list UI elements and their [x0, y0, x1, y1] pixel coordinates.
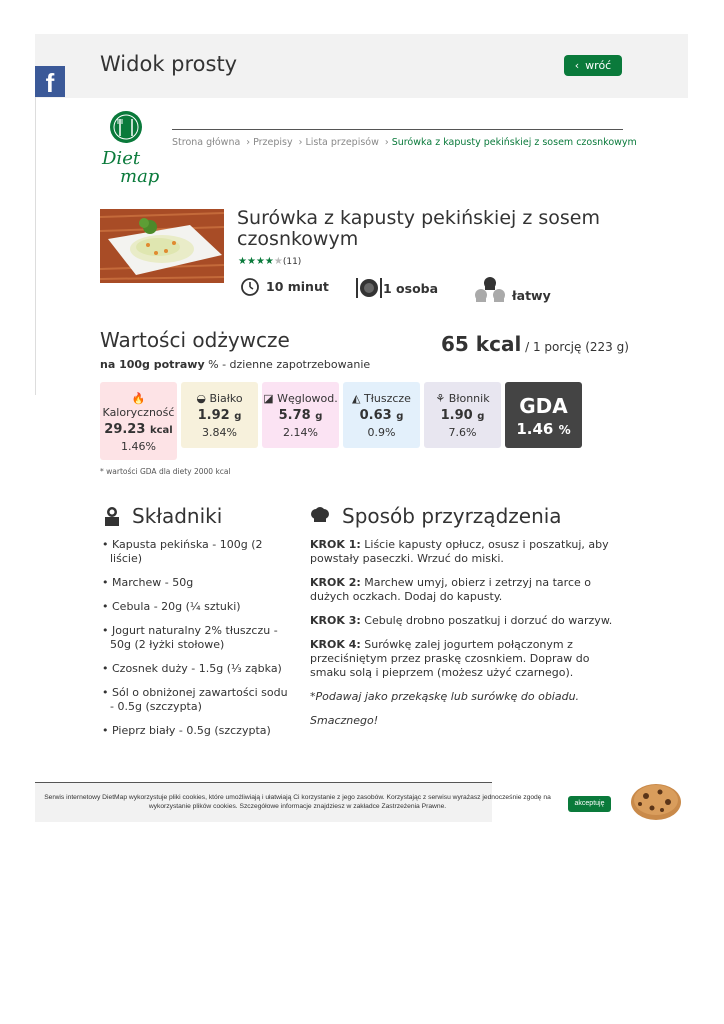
tile-percent: 2.14%: [283, 426, 318, 439]
step: KROK 3: Cebulę drobno poszatkuj i dorzuć do warzyw.: [310, 614, 613, 627]
rating-count: (11): [282, 256, 302, 267]
preparation-steps: [310, 538, 620, 738]
clock-icon: [240, 276, 260, 296]
list-item: • Czosnek duży - 1.5g (⅓ ząbka): [102, 662, 282, 675]
gda-label: GDA: [519, 394, 568, 418]
tile-value: 5.78: [278, 408, 311, 423]
star-empty-icon: ★: [273, 256, 283, 267]
ingredients-heading: Składniki: [132, 504, 223, 528]
list-item: • Marchew - 50g: [102, 576, 194, 589]
svg-text:Diet: Diet: [102, 148, 141, 169]
list-item: • Sól o obniżonej zawartości sodu - 0.5g (szczypta): [102, 686, 288, 713]
tile-unit: g: [234, 411, 242, 422]
star-icon: ★: [255, 256, 265, 267]
servings: [355, 276, 438, 300]
tile-unit: g: [477, 411, 485, 422]
star-icon: ★: [238, 256, 247, 267]
tile-percent: 7.6%: [448, 426, 477, 439]
tile-fat: [343, 382, 420, 448]
bowl-icon: ◒: [196, 392, 206, 405]
kcal-summary: [441, 332, 629, 356]
per100-rest: % - dzienne zapotrzebowanie: [204, 358, 371, 371]
tile-percent: 1.46%: [121, 440, 156, 453]
ingredients-header: [102, 504, 222, 528]
chevron-right-icon: ›: [384, 137, 389, 148]
tile-fiber: [424, 382, 501, 448]
per100-bold: na 100g potrawy: [100, 358, 205, 371]
tile-value: 1.90: [440, 408, 473, 423]
chef-hat-icon: [310, 507, 330, 525]
prep-time: [240, 276, 329, 296]
step: KROK 4: Surówkę zalej jogurtem połączonym z przeciśniętym przez praskę czosnkiem. Dopraw do smaku solą i pieprzem (możesz użyć czarnego).: [310, 638, 590, 679]
serving-tip: *Podawaj jako przekąskę lub surówkę do obiadu.: [310, 690, 580, 703]
drop-icon: ◭: [352, 392, 361, 405]
difficulty-value: łatwy: [512, 287, 551, 303]
divider: [35, 97, 36, 395]
gda-note: * wartości GDA dla diety 2000 kcal: [100, 467, 231, 476]
difficulty: [472, 276, 551, 304]
chef-hats-icon: [472, 276, 508, 304]
prep-time-value: 10 minut: [266, 278, 329, 294]
ingredients-list: [102, 538, 292, 748]
rating[interactable]: [238, 256, 301, 267]
facebook-icon[interactable]: f: [35, 66, 65, 97]
dish-photo: [100, 209, 224, 283]
list-item: • Pieprz biały - 0.5g (szczypta): [102, 724, 271, 737]
kcal-portion: / 1 porcję (223 g): [521, 340, 629, 354]
star-rating[interactable]: [238, 256, 283, 267]
cube-icon: ◪: [263, 392, 274, 405]
tile-label: Tłuszcze: [364, 392, 411, 405]
tile-protein: [181, 382, 258, 448]
tile-label: Węglowod.: [277, 392, 338, 405]
scale-icon: [102, 505, 122, 527]
tile-percent: 3.84%: [202, 426, 237, 439]
step: KROK 1: Liście kapusty opłucz, osusz i poszatkuj, aby powstały paseczki. Wrzuć do miski.: [310, 538, 609, 565]
tile-unit: g: [396, 411, 404, 422]
preparation-header: [310, 504, 562, 528]
tile-value: 0.63: [359, 408, 392, 423]
breadcrumb-divider: [172, 129, 623, 130]
tile-carbs: [262, 382, 339, 448]
tile-value: 1.92: [197, 408, 230, 423]
kcal-value: 65 kcal: [441, 332, 522, 356]
flame-icon: 🔥: [131, 392, 146, 405]
breadcrumb-current[interactable]: Surówka z kapusty pekińskiej z sosem czosnkowym: [391, 137, 637, 148]
breadcrumb-recipe-list[interactable]: Lista przepisów: [305, 137, 379, 148]
cookie-icon: [628, 778, 684, 824]
preparation-heading: Sposób przyrządzenia: [342, 504, 562, 528]
svg-text:map: map: [120, 166, 160, 187]
list-item: • Cebula - 20g (¼ sztuki): [102, 600, 241, 613]
breadcrumb-home[interactable]: Strona główna: [172, 137, 241, 148]
wheat-icon: ⚘: [435, 392, 446, 405]
gda-unit: %: [558, 423, 571, 437]
breadcrumb: [172, 137, 637, 148]
back-label: wróć: [585, 59, 612, 72]
star-icon: ★: [246, 256, 256, 267]
back-button[interactable]: [564, 55, 622, 76]
servings-value: 1 osoba: [383, 280, 439, 296]
breadcrumb-recipes[interactable]: Przepisy: [253, 137, 293, 148]
chevron-right-icon: ›: [298, 137, 303, 148]
list-item: • Jogurt naturalny 2% tłuszczu - 50g (2 łyżki stołowe): [102, 624, 278, 651]
step: KROK 2: Marchew umyj, obierz i zetrzyj na tarce o dużych oczkach. Dodaj do kapusty.: [310, 576, 591, 603]
tile-label: Kaloryczność: [102, 406, 175, 419]
closing-text: Smacznego!: [310, 714, 379, 727]
tile-unit: g: [315, 411, 323, 422]
plate-cutlery-icon: [355, 276, 383, 300]
page-title: Widok prosty: [100, 52, 238, 76]
gda-tile: [505, 382, 582, 448]
tile-percent: 0.9%: [367, 426, 396, 439]
accept-cookies-button[interactable]: akceptuję: [568, 796, 611, 812]
gda-value: 1.46: [516, 420, 554, 438]
per100-note: [100, 358, 370, 371]
tile-unit: kcal: [149, 425, 173, 436]
tile-value: 29.23: [104, 422, 146, 437]
tile-label: Błonnik: [448, 392, 490, 405]
recipe-title: Surówka z kapusty pekińskiej z sosem czosnkowym: [237, 207, 600, 250]
tile-calories: [100, 382, 177, 460]
nutrition-heading: Wartości odżywcze: [100, 328, 290, 352]
tile-label: Białko: [209, 392, 243, 405]
dietmap-logo[interactable]: [100, 110, 164, 188]
star-half-icon: ★: [264, 256, 274, 267]
cookie-text: Serwis internetowy DietMap wykorzystuje pliki cookies, które umożliwiają i ułatwiają Ci korzystanie z jego zasobów. Korzystając z serwisu wyrażasz jednocześnie zgodę na wykorzystanie plików cookies. Szczegółowe informacje znajdziesz w zakładce Zastrzeżenia Prawne.: [44, 794, 551, 810]
chevron-left-icon: ‹: [574, 59, 580, 72]
list-item: • Kapusta pekińska - 100g (2 liście): [102, 538, 263, 565]
chevron-right-icon: ›: [246, 137, 251, 148]
